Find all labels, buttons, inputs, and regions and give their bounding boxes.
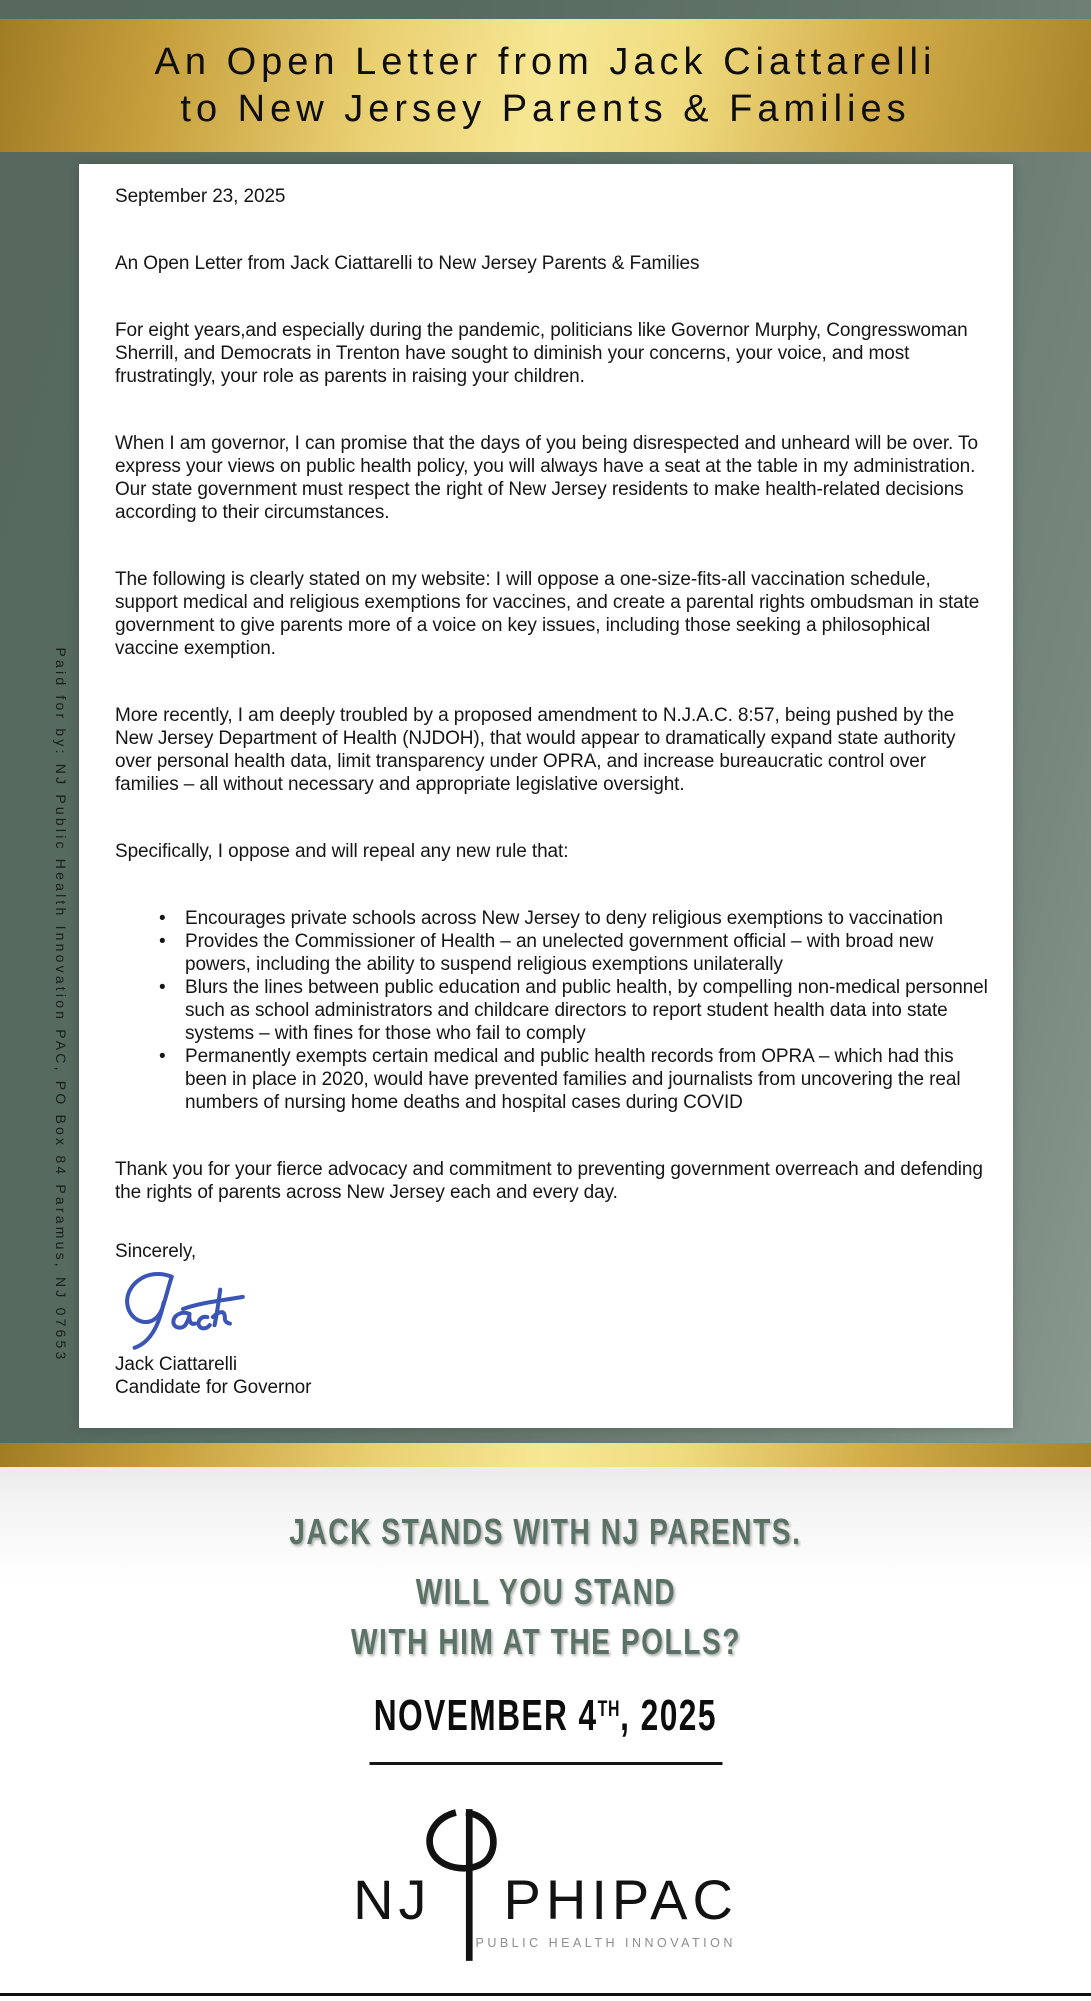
headline-will-you-stand bbox=[0, 1571, 1091, 1671]
gold-divider-band bbox=[0, 1443, 1091, 1467]
bullet-item: • Permanently exempts certain medical and public health records from OPRA – which had this been in place in 2020, would have prevented families and journalists from uncovering the real numbers of nursing home deaths and hospital cases during COVID bbox=[185, 1045, 993, 1114]
footer-section bbox=[0, 1467, 1091, 2001]
bullet-item: • Provides the Commissioner of Health – an unelected government official – with broad new powers, including the ability to suspend religious exemptions unilaterally bbox=[185, 930, 993, 976]
headline-text: JACK STANDS WITH NJ PARENTS. bbox=[289, 1511, 802, 1552]
signer-name: Jack Ciattarelli bbox=[115, 1354, 237, 1375]
repeal-intro: Specifically, I oppose and will repeal any new rule that: bbox=[115, 841, 569, 862]
banner-title-line1: An Open Letter from Jack Ciattarelli bbox=[154, 40, 937, 83]
bottom-rule bbox=[0, 1993, 1091, 1996]
letter-paragraph: For eight years,and especially during the pandemic, politicians like Governor Murphy, Congresswoman Sherrill, and Democrats in Trenton have sought to diminish your concerns, your voice, and most frustratingly, your role as parents in raising your children. bbox=[115, 320, 968, 387]
election-date bbox=[0, 1691, 1091, 1741]
letter-paragraph: The following is clearly stated on my website: I will oppose a one-size-fits-all vaccination schedule, support medical and religious exemptions for vaccines, and create a parental rights ombudsman in state government to give parents more of a voice on key issues, including those seeking a philosophical vaccine exemption. bbox=[115, 569, 980, 659]
letter-heading: An Open Letter from Jack Ciattarelli to New Jersey Parents & Families bbox=[115, 253, 700, 274]
election-date-ordinal: TH bbox=[597, 1696, 621, 1721]
valediction: Sincerely, bbox=[115, 1241, 197, 1262]
logo-tagline: PUBLIC HEALTH INNOVATION bbox=[475, 1936, 736, 1950]
election-date-text: NOVEMBER 4 bbox=[373, 1691, 598, 1740]
letter-paragraph: When I am governor, I can promise that the days of you being disrespected and unheard will be over. To express your views on public health policy, you will always have a seat at the table in my administration. Our state government must respect the right of New Jersey residents to make health-related decisions according to their circumstances. bbox=[115, 433, 978, 523]
headline-text: WITH HIM AT THE POLLS? bbox=[350, 1621, 741, 1662]
paid-for-by-disclaimer: Paid for by: NJ Public Health Innovation PAC, PO Box 84 Paramus, NJ 07653 bbox=[53, 647, 69, 1363]
title-banner bbox=[0, 19, 1091, 152]
njphipac-logo bbox=[353, 1790, 738, 1990]
letter-paragraph: More recently, I am deeply troubled by a proposed amendment to N.J.A.C. 8:57, being pushed by the New Jersey Department of Health (NJDOH), that would appear to dramatically expand state authority over personal health data, limit transparency under OPRA, and increase bureaucratic control over families – all without necessary and appropriate legislative oversight. bbox=[115, 705, 956, 795]
bullet-item: • Encourages private schools across New Jersey to deny religious exemptions to vaccination bbox=[185, 907, 993, 930]
headline-jack-stands bbox=[0, 1511, 1091, 1553]
closing-paragraph: Thank you for your fierce advocacy and commitment to preventing government overreach and defending the rights of parents across New Jersey each and every day. bbox=[115, 1159, 983, 1203]
repeal-bullet-list bbox=[115, 907, 993, 1114]
election-date-year: , 2025 bbox=[620, 1691, 718, 1740]
signer-title: Candidate for Governor bbox=[115, 1377, 312, 1398]
banner-title-line2: to New Jersey Parents & Families bbox=[180, 87, 911, 130]
signature bbox=[115, 1267, 993, 1351]
logo-text-nj: NJ bbox=[353, 1868, 432, 1931]
signature-image bbox=[115, 1267, 285, 1351]
divider-rule bbox=[369, 1762, 722, 1765]
letter-date: September 23, 2025 bbox=[115, 186, 286, 207]
phi-icon bbox=[418, 1790, 518, 1980]
bullet-item: • Blurs the lines between public education and public health, by compelling non-medical personnel such as school administrators and childcare directors to report student health data into state systems – with fines for those who fail to comply bbox=[185, 976, 993, 1045]
headline-text: WILL YOU STAND bbox=[415, 1571, 676, 1612]
letter-page bbox=[79, 164, 1013, 1428]
logo-text-phipac: PHIPAC bbox=[503, 1868, 738, 1931]
